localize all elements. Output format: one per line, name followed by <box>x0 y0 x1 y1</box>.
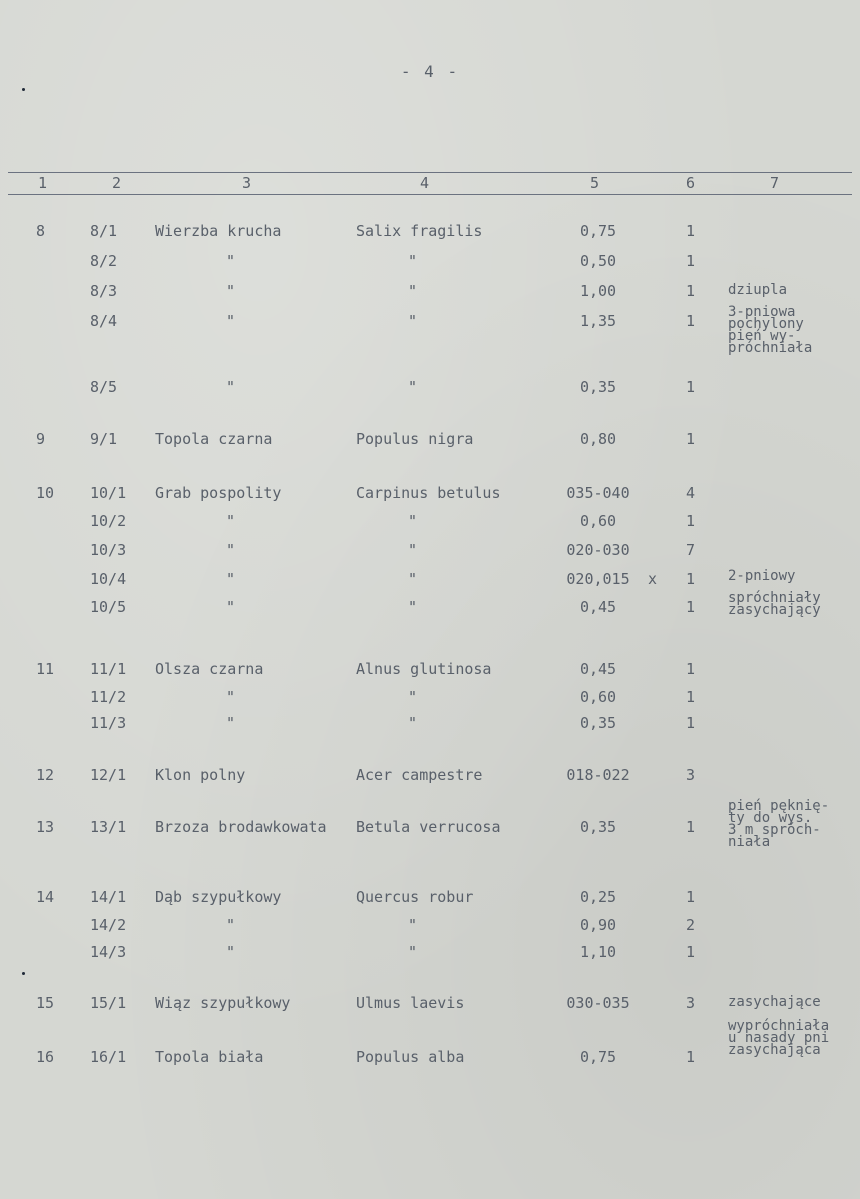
scan-mark <box>22 88 25 91</box>
trunk-diameter: 0,35 <box>579 818 617 836</box>
column-header-5: 5 <box>590 174 600 192</box>
tree-count: 1 <box>686 818 696 836</box>
table-row <box>0 660 860 682</box>
species-polish: " <box>226 916 236 934</box>
tree-count: 1 <box>686 570 696 588</box>
species-polish: " <box>226 714 236 732</box>
trunk-diameter: 0,50 <box>579 252 617 270</box>
species-latin: Populus nigra <box>356 430 474 448</box>
item-number: 10 <box>36 484 55 502</box>
species-latin: " <box>408 943 418 961</box>
tree-number: 8/1 <box>90 222 118 240</box>
item-number: 16 <box>36 1048 55 1066</box>
species-polish: " <box>226 598 236 616</box>
tree-number: 9/1 <box>90 430 118 448</box>
tree-count: 1 <box>686 888 696 906</box>
tree-number: 10/5 <box>90 598 127 616</box>
table-row <box>0 688 860 710</box>
tree-count: 1 <box>686 598 696 616</box>
correction-mark: x <box>648 570 658 588</box>
tree-number: 8/2 <box>90 252 118 270</box>
trunk-diameter: 0,35 <box>579 714 617 732</box>
species-latin: Alnus glutinosa <box>356 660 492 678</box>
species-polish: Olsza czarna <box>155 660 264 678</box>
species-polish: Topola biała <box>155 1048 264 1066</box>
item-number: 8 <box>36 222 46 240</box>
column-header-2: 2 <box>112 174 122 192</box>
species-polish: Klon polny <box>155 766 246 784</box>
remarks: 3-pniowa pochylony pień wy- próchniała <box>728 304 813 356</box>
trunk-diameter: 020,015 <box>566 570 630 588</box>
species-latin: " <box>408 252 418 270</box>
tree-count: 1 <box>686 688 696 706</box>
table-row <box>0 916 860 938</box>
trunk-diameter: 0,25 <box>579 888 617 906</box>
species-polish: Topola czarna <box>155 430 273 448</box>
species-polish: " <box>226 312 236 330</box>
tree-count: 1 <box>686 430 696 448</box>
tree-count: 1 <box>686 252 696 270</box>
remarks: spróchniały zasychający <box>728 590 821 618</box>
species-polish: Grab pospolity <box>155 484 282 502</box>
table-row <box>0 888 860 910</box>
tree-count: 2 <box>686 916 696 934</box>
species-polish: " <box>226 282 236 300</box>
species-polish: " <box>226 943 236 961</box>
trunk-diameter: 0,90 <box>579 916 617 934</box>
tree-number: 8/3 <box>90 282 118 300</box>
trunk-diameter: 0,60 <box>579 512 617 530</box>
tree-number: 11/2 <box>90 688 127 706</box>
column-header-1: 1 <box>38 174 48 192</box>
tree-count: 7 <box>686 541 696 559</box>
scan-mark <box>22 972 25 975</box>
remarks: wypróchniała u nasady pni zasychająca <box>728 1018 830 1058</box>
table-row <box>0 714 860 736</box>
trunk-diameter: 0,45 <box>579 598 617 616</box>
species-latin: Populus alba <box>356 1048 465 1066</box>
item-number: 11 <box>36 660 55 678</box>
species-polish: Wierzba krucha <box>155 222 282 240</box>
species-polish: Wiąz szypułkowy <box>155 994 291 1012</box>
tree-count: 1 <box>686 1048 696 1066</box>
header-top-rule <box>8 172 852 173</box>
trunk-diameter: 018-022 <box>566 766 630 784</box>
column-header-3: 3 <box>242 174 252 192</box>
trunk-diameter: 1,00 <box>579 282 617 300</box>
species-latin: " <box>408 714 418 732</box>
column-header-6: 6 <box>686 174 696 192</box>
tree-count: 1 <box>686 282 696 300</box>
species-polish: " <box>226 688 236 706</box>
trunk-diameter: 020-030 <box>566 541 630 559</box>
table-row <box>0 378 860 400</box>
tree-count: 3 <box>686 994 696 1012</box>
species-latin: Ulmus laevis <box>356 994 465 1012</box>
species-polish: " <box>226 541 236 559</box>
trunk-diameter: 035-040 <box>566 484 630 502</box>
species-latin: Carpinus betulus <box>356 484 501 502</box>
species-latin: " <box>408 688 418 706</box>
tree-number: 10/4 <box>90 570 127 588</box>
species-latin: Quercus robur <box>356 888 474 906</box>
item-number: 9 <box>36 430 46 448</box>
tree-number: 16/1 <box>90 1048 127 1066</box>
tree-number: 10/1 <box>90 484 127 502</box>
species-latin: Salix fragilis <box>356 222 483 240</box>
species-polish: Dąb szypułkowy <box>155 888 282 906</box>
remarks: zasychające <box>728 994 821 1010</box>
tree-number: 8/5 <box>90 378 118 396</box>
species-latin: " <box>408 916 418 934</box>
species-polish: " <box>226 512 236 530</box>
species-latin: " <box>408 598 418 616</box>
tree-count: 1 <box>686 512 696 530</box>
tree-number: 10/2 <box>90 512 127 530</box>
tree-count: 4 <box>686 484 696 502</box>
remarks: 2-pniowy <box>728 568 796 584</box>
species-latin: " <box>408 312 418 330</box>
item-number: 13 <box>36 818 55 836</box>
trunk-diameter: 0,60 <box>579 688 617 706</box>
species-latin: " <box>408 282 418 300</box>
tree-count: 1 <box>686 312 696 330</box>
tree-number: 13/1 <box>90 818 127 836</box>
trunk-diameter: 0,45 <box>579 660 617 678</box>
species-latin: " <box>408 541 418 559</box>
tree-count: 1 <box>686 378 696 396</box>
page-number: - 4 - <box>400 62 460 81</box>
species-polish: " <box>226 378 236 396</box>
tree-count: 1 <box>686 714 696 732</box>
trunk-diameter: 1,35 <box>579 312 617 330</box>
trunk-diameter: 0,75 <box>579 222 617 240</box>
species-latin: Betula verrucosa <box>356 818 501 836</box>
species-polish: Brzoza brodawkowata <box>155 818 327 836</box>
trunk-diameter: 1,10 <box>579 943 617 961</box>
table-row <box>0 943 860 965</box>
table-row <box>0 512 860 534</box>
trunk-diameter: 030-035 <box>566 994 630 1012</box>
table-row <box>0 766 860 788</box>
table-row <box>0 252 860 274</box>
trunk-diameter: 0,35 <box>579 378 617 396</box>
tree-number: 11/1 <box>90 660 127 678</box>
species-latin: " <box>408 570 418 588</box>
tree-number: 8/4 <box>90 312 118 330</box>
column-header-7: 7 <box>770 174 780 192</box>
table-row <box>0 430 860 452</box>
table-row <box>0 222 860 244</box>
tree-count: 3 <box>686 766 696 784</box>
tree-number: 12/1 <box>90 766 127 784</box>
tree-number: 14/3 <box>90 943 127 961</box>
table-row <box>0 484 860 506</box>
tree-count: 1 <box>686 222 696 240</box>
item-number: 14 <box>36 888 55 906</box>
species-polish: " <box>226 252 236 270</box>
remarks: pień pęknię- ty do wys. 3 m spróch- niała <box>728 798 830 850</box>
trunk-diameter: 0,75 <box>579 1048 617 1066</box>
item-number: 15 <box>36 994 55 1012</box>
tree-number: 14/2 <box>90 916 127 934</box>
table-row <box>0 541 860 563</box>
species-latin: Acer campestre <box>356 766 483 784</box>
species-polish: " <box>226 570 236 588</box>
trunk-diameter: 0,80 <box>579 430 617 448</box>
tree-number: 10/3 <box>90 541 127 559</box>
tree-number: 11/3 <box>90 714 127 732</box>
remarks: dziupla <box>728 282 788 298</box>
tree-count: 1 <box>686 660 696 678</box>
tree-number: 14/1 <box>90 888 127 906</box>
tree-count: 1 <box>686 943 696 961</box>
column-header-4: 4 <box>420 174 430 192</box>
header-bottom-rule <box>8 194 852 195</box>
species-latin: " <box>408 512 418 530</box>
species-latin: " <box>408 378 418 396</box>
item-number: 12 <box>36 766 55 784</box>
tree-number: 15/1 <box>90 994 127 1012</box>
